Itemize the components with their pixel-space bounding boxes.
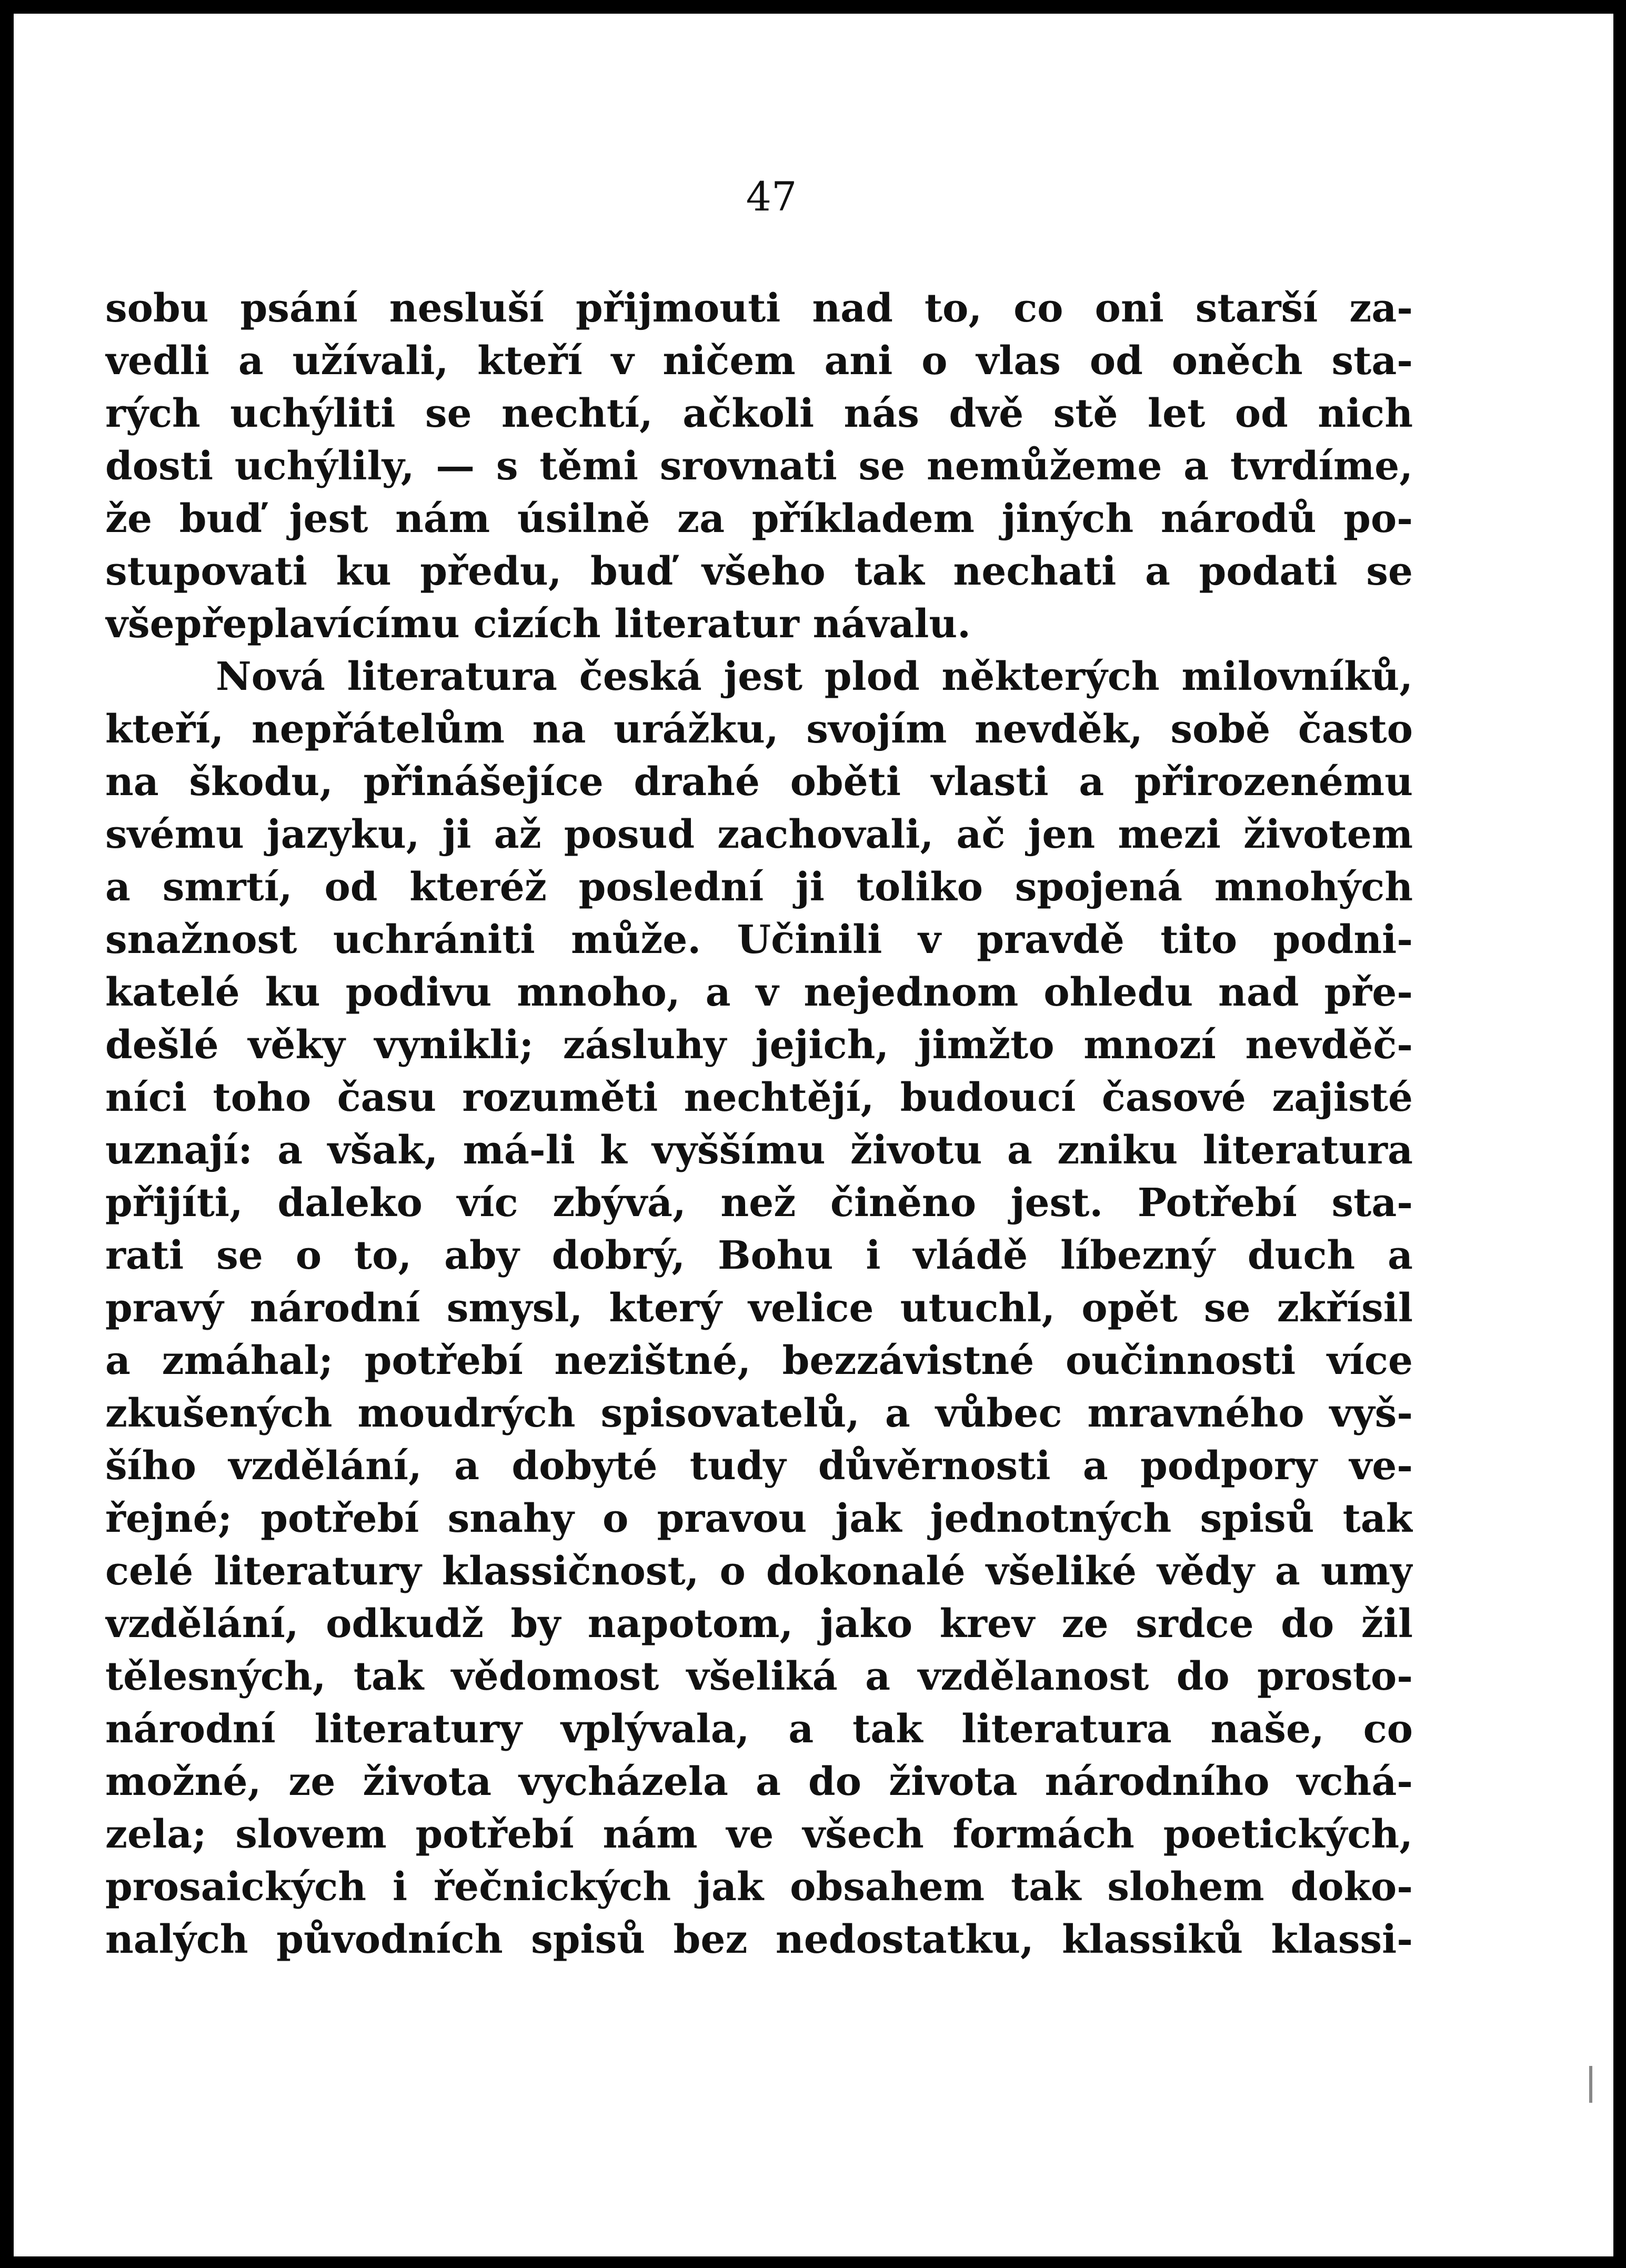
book-page xyxy=(14,14,1613,2256)
text-line: rati se o to, aby dobrý, Bohu i vládě líbezný duch a xyxy=(105,1233,1413,1278)
text-line: zkušených moudrých spisovatelů, a vůbec mravného vyš- xyxy=(105,1391,1413,1436)
text-line: možné, ze života vycházela a do života národního vchá- xyxy=(105,1759,1413,1804)
page-edge-mark xyxy=(1589,2066,1592,2103)
text-line: dosti uchýlily, — s těmi srovnati se nemůžeme a tvrdíme, xyxy=(105,444,1413,489)
text-line: dešlé věky vynikli; zásluhy jejich, jimžto mnozí nevděč- xyxy=(105,1022,1413,1068)
text-line: zela; slovem potřebí nám ve všech formách poetických, xyxy=(105,1812,1413,1857)
text-line: pravý národní smysl, který velice utuchl, opět se zkřísil xyxy=(105,1286,1413,1331)
text-line: sobu psání nesluší přijmouti nad to, co oni starší za- xyxy=(105,286,1413,331)
text-line: vedli a užívali, kteří v ničem ani o vlas od oněch sta- xyxy=(105,338,1413,384)
text-line: vzdělání, odkudž by napotom, jako krev ze srdce do žil xyxy=(105,1601,1413,1647)
text-line: všepřeplavícímu cizích literatur návalu. xyxy=(105,601,971,647)
text-line: prosaických i řečnických jak obsahem tak slohem doko- xyxy=(105,1864,1413,1910)
text-line: národní literatury vplývala, a tak literatura naše, co xyxy=(105,1707,1413,1752)
text-line: přijíti, daleko víc zbývá, než činěno jest. Potřebí sta- xyxy=(105,1180,1413,1226)
text-line: že buď jest nám úsilně za příkladem jiných národů po- xyxy=(105,496,1413,541)
text-line: stupovati ku předu, buď všeho tak nechati a podati se xyxy=(105,549,1413,594)
text-line: nalých původních spisů bez nedostatku, klassiků klassi- xyxy=(105,1917,1413,1962)
text-line: řejné; potřebí snahy o pravou jak jednotných spisů tak xyxy=(105,1496,1413,1541)
text-line: katelé ku podivu mnoho, a v nejednom ohledu nad pře- xyxy=(105,970,1413,1015)
text-line: svému jazyku, ji až posud zachovali, ač jen mezi životem xyxy=(105,812,1413,857)
text-line: níci toho času rozuměti nechtějí, budoucí časové zajisté xyxy=(105,1075,1413,1120)
text-line: a zmáhal; potřebí nezištné, bezzávistné oučinnosti více xyxy=(105,1338,1413,1383)
text-line: rých uchýliti se nechtí, ačkoli nás dvě stě let od nich xyxy=(105,391,1413,436)
body-text xyxy=(105,282,1413,1966)
page-number: 47 xyxy=(746,173,797,220)
text-line: a smrtí, od kteréž poslední ji toliko spojená mnohých xyxy=(105,865,1413,910)
text-line: na škodu, přinášejíce drahé oběti vlasti a přirozenému xyxy=(105,759,1413,805)
text-line: tělesných, tak vědomost všeliká a vzdělanost do prosto- xyxy=(105,1654,1413,1699)
text-line: celé literatury klassičnost, o dokonalé všeliké vědy a umy xyxy=(105,1549,1413,1594)
text-line: kteří, nepřátelům na urážku, svojím nevděk, sobě často xyxy=(105,707,1413,752)
text-line: uznají: a však, má-li k vyššímu životu a zniku literatura xyxy=(105,1128,1413,1173)
text-line: snažnost uchrániti může. Učinili v pravdě tito podni- xyxy=(105,917,1413,962)
text-line: šího vzdělání, a dobyté tudy důvěrnosti a podpory ve- xyxy=(105,1443,1413,1489)
paragraph-start-line: Nová literatura česká jest plod některých milovníků, xyxy=(216,654,1413,699)
